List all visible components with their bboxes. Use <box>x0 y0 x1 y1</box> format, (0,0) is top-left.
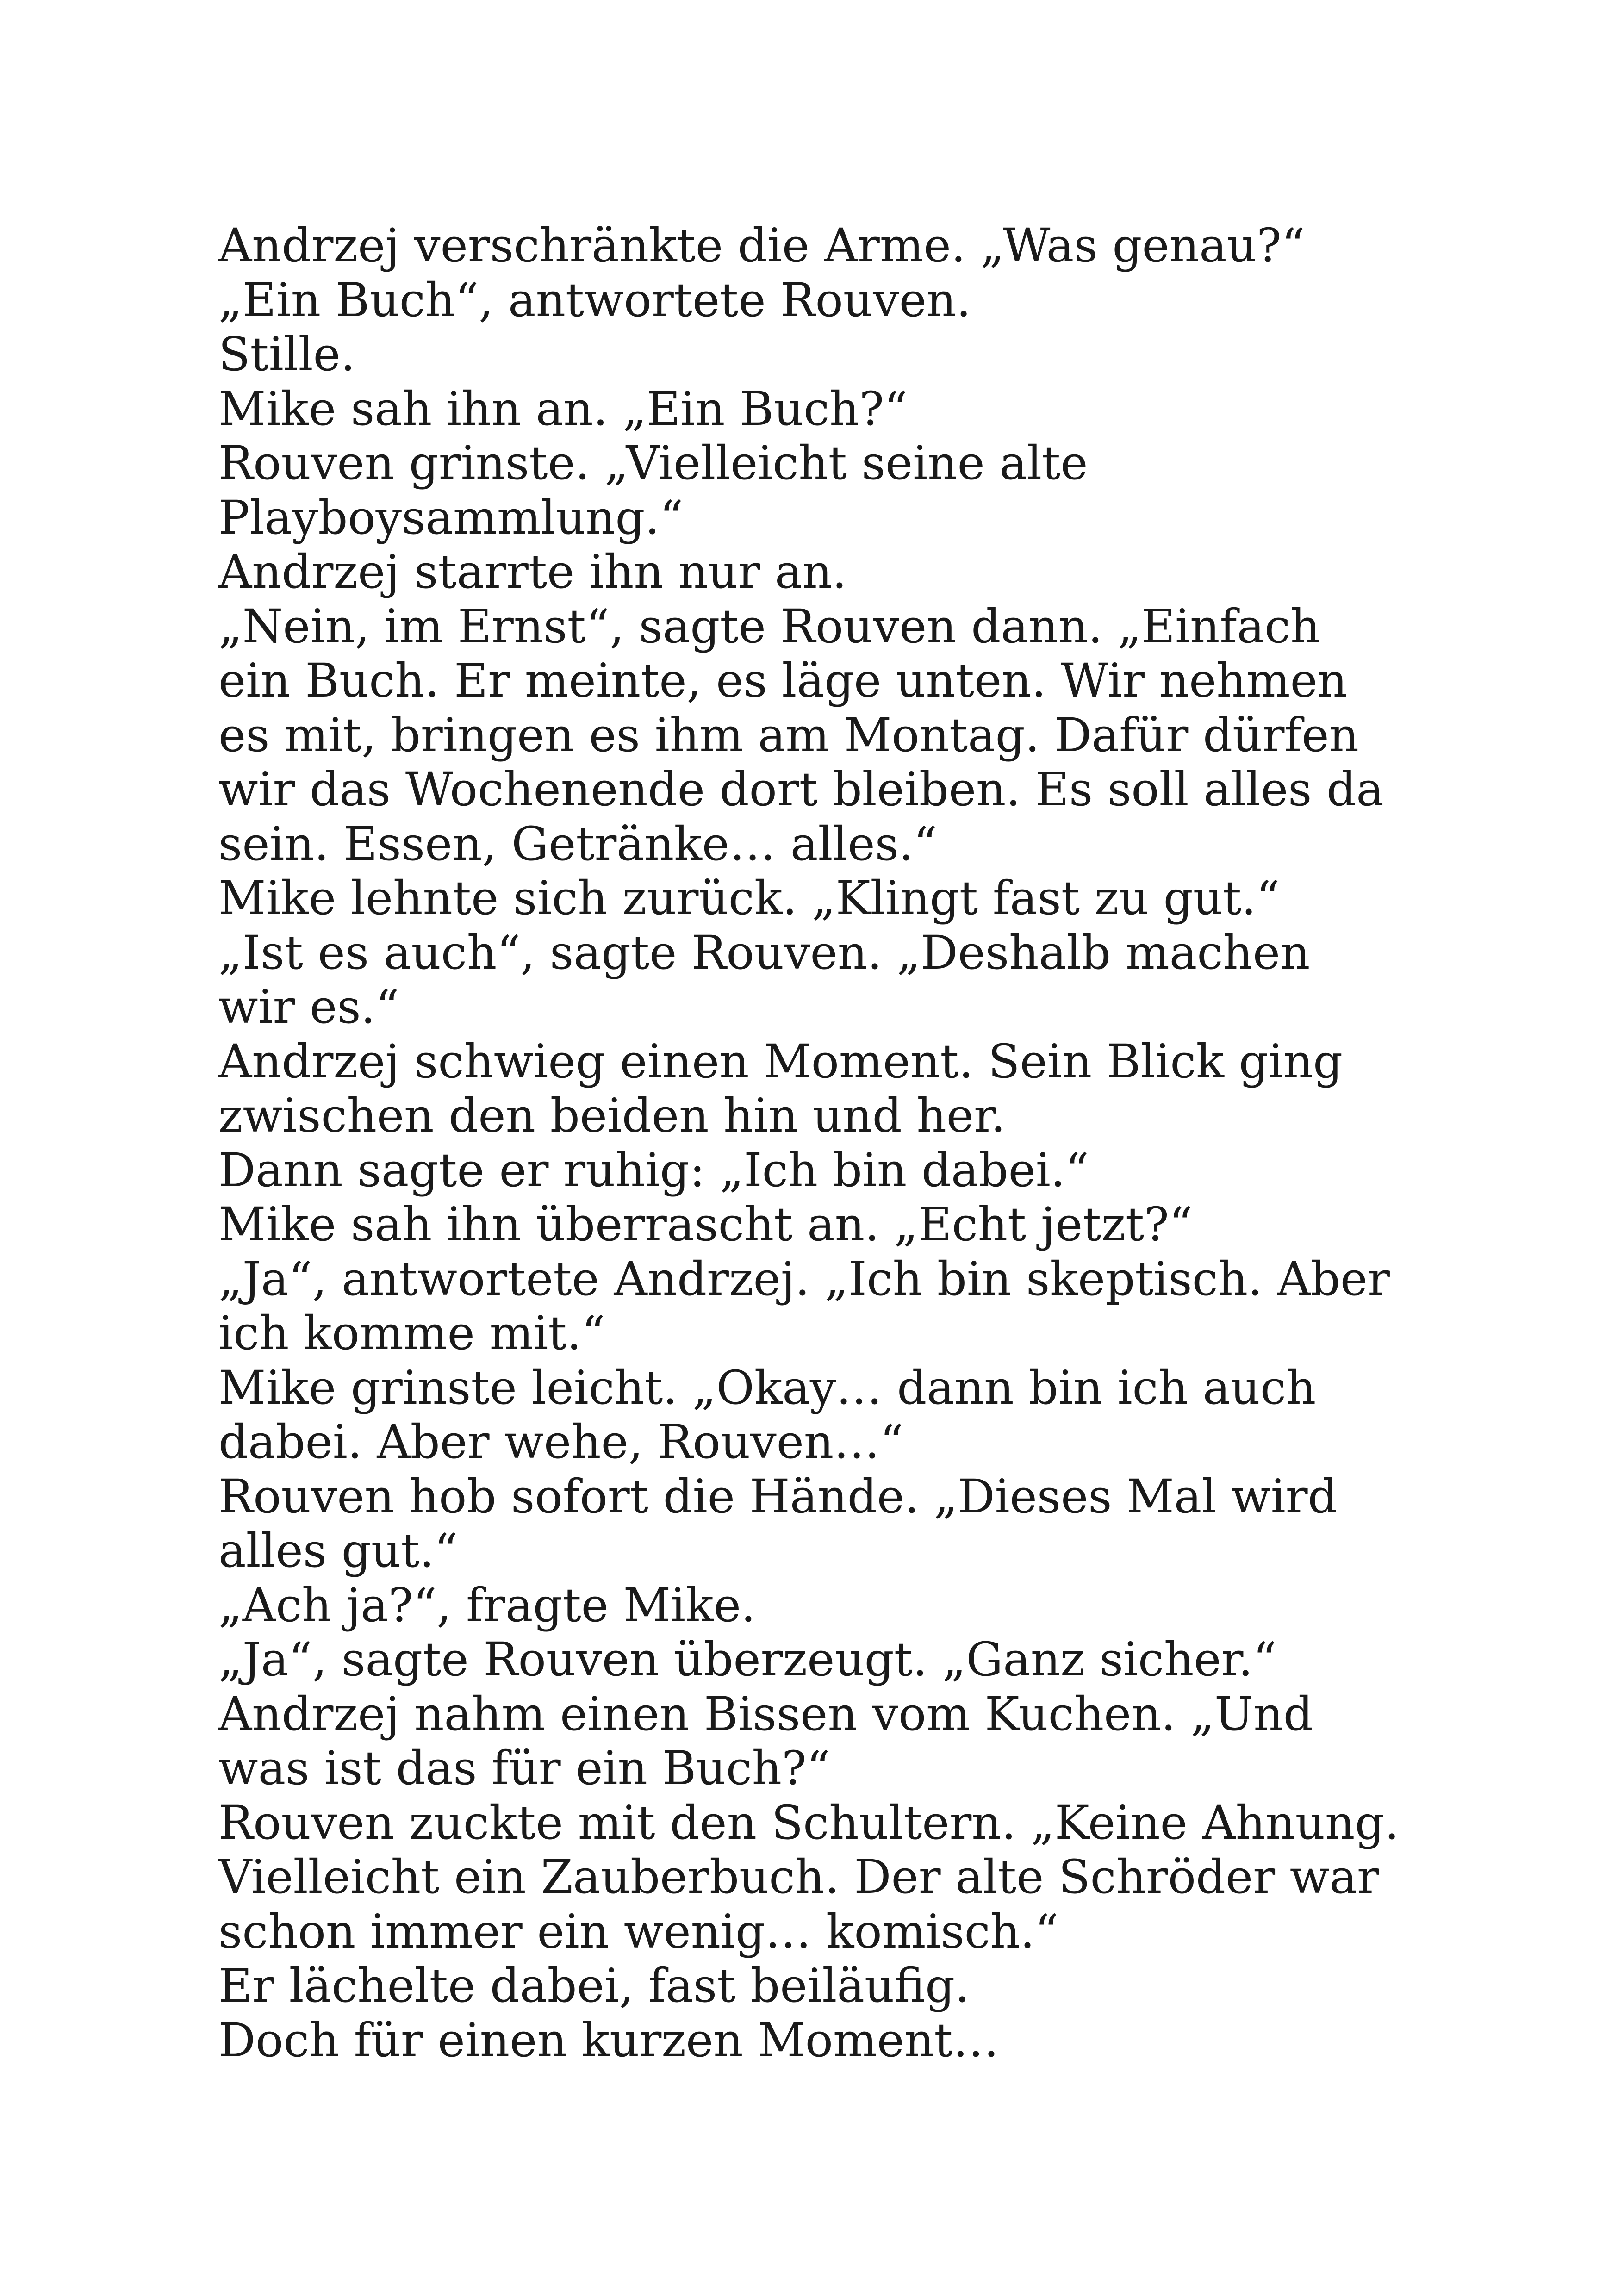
text-line: wir das Wochenende dort bleiben. Es soll alles da <box>218 762 1384 816</box>
text-line: Dann sagte er ruhig: „Ich bin dabei.“ <box>218 1143 1089 1197</box>
text-line: Mike grinste leicht. „Okay… dann bin ich auch <box>218 1360 1316 1415</box>
text-line: „Ja“, antwortete Andrzej. „Ich bin skeptisch. Aber <box>218 1251 1390 1306</box>
text-line: zwischen den beiden hin und her. <box>218 1089 1006 1143</box>
text-line: Playboysammlung.“ <box>218 490 684 545</box>
text-line: Mike lehnte sich zurück. „Klingt fast zu gut.“ <box>218 871 1280 925</box>
text-line: Doch für einen kurzen Moment… <box>218 2013 999 2067</box>
text-line: Stille. <box>218 327 355 381</box>
story-text <box>218 218 1422 2067</box>
text-line: Andrzej starrte ihn nur an. <box>218 545 847 599</box>
text-line: wir es.“ <box>218 980 399 1034</box>
text-line: „Ein Buch“, antwortete Rouven. <box>218 273 971 327</box>
text-line: Rouven zuckte mit den Schultern. „Keine Ahnung. <box>218 1795 1400 1850</box>
text-line: Mike sah ihn überrascht an. „Echt jetzt?“ <box>218 1197 1193 1251</box>
text-line: es mit, bringen es ihm am Montag. Dafür dürfen <box>218 708 1359 762</box>
text-line: Er lächelte dabei, fast beiläufig. <box>218 1959 970 2013</box>
text-line: ein Buch. Er meinte, es läge unten. Wir nehmen <box>218 653 1348 708</box>
text-line: „Ja“, sagte Rouven überzeugt. „Ganz sicher.“ <box>218 1632 1277 1686</box>
text-line: „Ist es auch“, sagte Rouven. „Deshalb machen <box>218 925 1310 980</box>
text-line: Rouven hob sofort die Hände. „Dieses Mal wird <box>218 1469 1338 1524</box>
text-line: „Nein, im Ernst“, sagte Rouven dann. „Einfach <box>218 599 1320 653</box>
text-line: „Ach ja?“, fragte Mike. <box>218 1578 756 1632</box>
text-line: Vielleicht ein Zauberbuch. Der alte Schröder war <box>218 1850 1379 1904</box>
text-line: was ist das für ein Buch?“ <box>218 1741 830 1795</box>
text-line: schon immer ein wenig… komisch.“ <box>218 1904 1059 1959</box>
text-line: Mike sah ihn an. „Ein Buch?“ <box>218 381 908 436</box>
text-line: Andrzej verschränkte die Arme. „Was genau?“ <box>218 218 1305 273</box>
text-line: dabei. Aber wehe, Rouven…“ <box>218 1415 904 1469</box>
text-line: ich komme mit.“ <box>218 1306 605 1360</box>
text-line: sein. Essen, Getränke… alles.“ <box>218 816 937 871</box>
text-line: Andrzej nahm einen Bissen vom Kuchen. „Und <box>218 1686 1313 1741</box>
text-line: Rouven grinste. „Vielleicht seine alte <box>218 436 1088 490</box>
text-line: alles gut.“ <box>218 1524 458 1578</box>
text-line: Andrzej schwieg einen Moment. Sein Blick ging <box>218 1034 1343 1089</box>
